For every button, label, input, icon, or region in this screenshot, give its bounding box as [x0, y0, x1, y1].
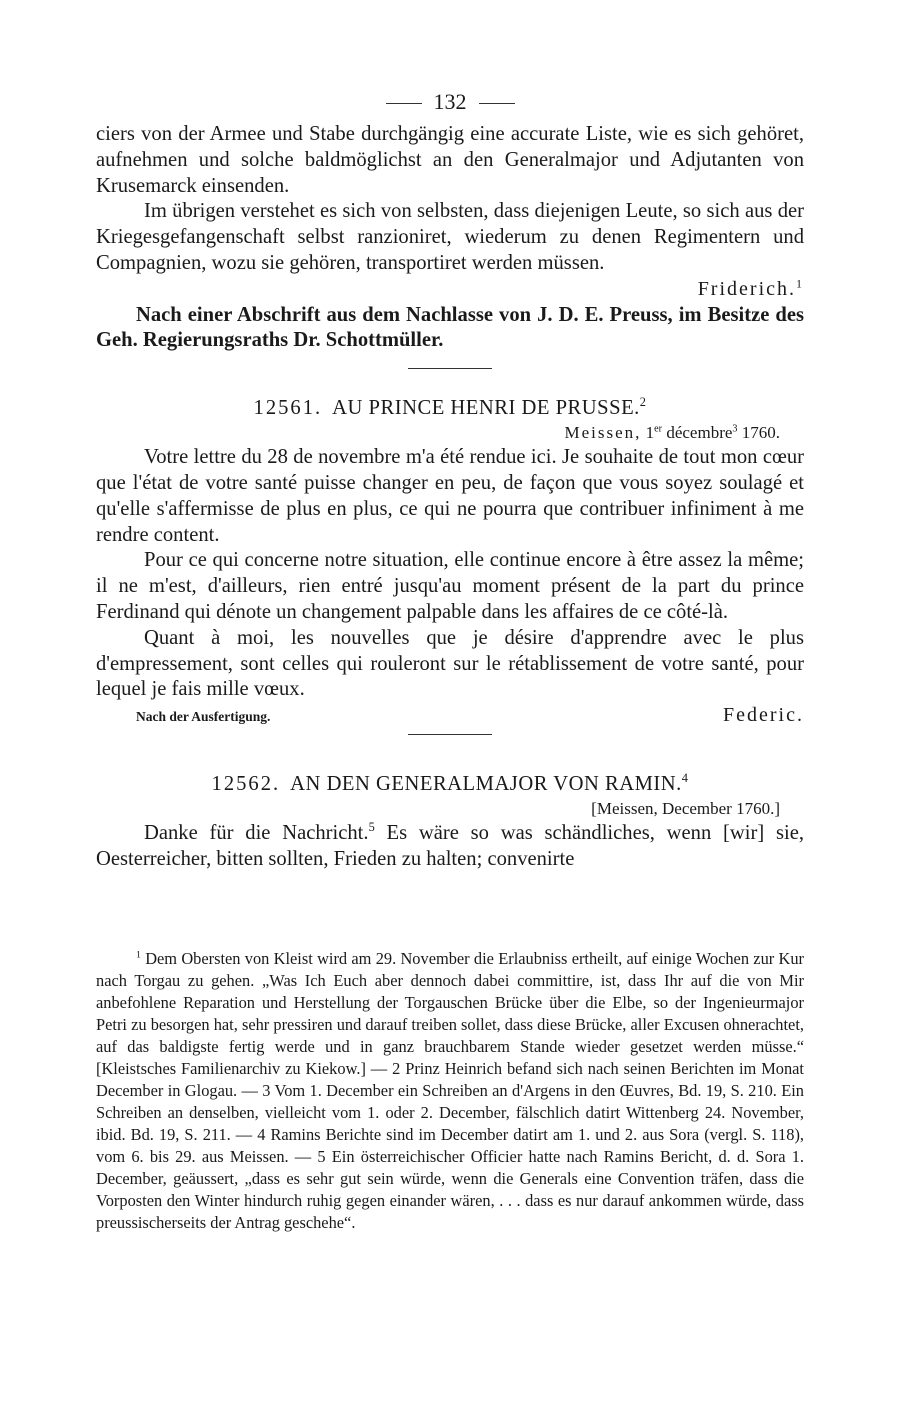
- paragraph: Danke für die Nachricht.$^5$ Es wäre so was schändliches, wenn [wir] sie, Oesterreicher, bitten sollten, Frieden zu halten; convenirte: [96, 820, 804, 870]
- letter-title: AN DEN GENERALMAJOR VON RAMIN.: [290, 772, 682, 795]
- footnote-ref: 2: [639, 395, 647, 410]
- header-rule-right: [479, 103, 515, 104]
- section-continued-letter: [96, 122, 804, 354]
- page-header: [96, 84, 804, 120]
- footnote-ref: 5: [368, 820, 375, 835]
- header-rule-left: [386, 103, 422, 104]
- letter-number: 12561.: [253, 397, 323, 420]
- signature-friderich: Friderich.$^1$: [697, 276, 804, 300]
- paragraph: Votre lettre du 28 de novembre m'a été rendue ici. Je souhaite de tout mon cœur que l'état de votre santé puisse changer en peu, de façon que vous soyez soulagé et qu'elle s'affermisse de plus en plus, ce qui ne pourra que contribuer infiniment à me rendre content.: [96, 446, 804, 546]
- page-body: [96, 84, 804, 873]
- source-note: Nach der Ausfertigung.: [136, 709, 271, 725]
- letter-title: AU PRINCE HENRI DE PRUSSE.: [332, 397, 640, 420]
- signature-row: [96, 703, 804, 730]
- footnote-ref: 1: [796, 276, 804, 291]
- letter-dateline: [Meissen, December 1760.]: [591, 798, 780, 818]
- source-note: Nach einer Abschrift aus dem Nachlasse von J. D. E. Preuss, im Besitze des Geh. Regierungsraths Dr. Schottmüller.: [96, 303, 804, 352]
- page-number: 132: [433, 89, 467, 114]
- letter-body-12561: [96, 445, 804, 730]
- letter-dateline: Meissen, 1er décembre$^3$ 1760.: [564, 423, 780, 443]
- paragraph: Quant à moi, les nouvelles que je désire d'apprendre avec le plus d'empressement, sont celles qui rouleront sur le rétablissement de votre santé, pour lequel je fais mille vœux.: [96, 626, 804, 701]
- signature-row: [96, 277, 804, 303]
- footnote-text: $^1$ Dem Obersten von Kleist wird am 29. November die Erlaubniss ertheilt, auf einige Wochen zur Kur nach Torgau zu gehen. „Was Ich Euch aber dennoch dabei committire, ist, dass Ihr auf die von Mir anbefohlene Reparation und Herstellung der Torgauschen Brücke über die Elbe, so der Ingenieurmajor Petri zu besorgen hat, sehr pressiren und darauf treiben sollet, dass diese Brücke, aller Excusen ohnerachtet, auf das baldigste fertig werde und in ganz brauchbarem Stande wieder gesetzet werden müsse.“ [Kleistsches Familienarchiv zu Kiekow.] — 2 Prinz Heinrich befand sich nach seinen Berichten im Monat December in Glogau. — 3 Vom 1. December ein Schreiben an d'Argens in den Œuvres, Bd. 19, S. 210. Ein Schreiben an denselben, vielleicht vom 1. oder 2. December, fälschlich datirt Wittenberg 24. November, ibid. Bd. 19, S. 211. — 4 Ramins Berichte sind im December datirt am 1. und 2. aus Sora (vergl. S. 118), vom 6. bis 29. aus Meissen. — 5 Ein österreichischer Officier hatte nach Ramins Bericht, d. d. Sora 1. December, geäussert, „dass es sehr gut sein würde, wenn die Generals eine Convention träfen, dass die Vorposten den Winter hindurch ruhig gegen einander wären, . . . dass es nur darauf ankommen würde, dass preussischerseits der Antrag geschehe“.: [96, 949, 804, 1232]
- letter-heading-12561: [96, 395, 804, 421]
- footnote-ref: 4: [681, 771, 689, 786]
- paragraph: ciers von der Armee und Stabe durchgängig eine accurate Liste, wie es sich gehöret, aufnehmen und solche baldmöglichst an den Generalmajor und Adjutanten von Krusemarck einsenden.: [96, 123, 804, 197]
- letter-number: 12562.: [211, 772, 281, 795]
- letter-body-12562: [96, 821, 804, 873]
- footnotes: [96, 948, 804, 1234]
- footnote-marker: 1: [136, 949, 141, 961]
- paragraph: Im übrigen verstehet es sich von selbsten, dass diejenigen Leute, so sich aus der Kriegesgefangenschaft selbst ranzioniret, wiederum zu denen Regimentern und Compagnien, wozu sie gehören, transportiret werden müssen.: [96, 200, 804, 274]
- paragraph: Pour ce qui concerne notre situation, elle continue encore à être assez la même; il ne m'est, d'ailleurs, rien entré jusqu'au moment présent de la part du prince Ferdinand qui dénote un changement palpable dans les affaires de ce côté-là.: [96, 549, 804, 623]
- signature-federic: Federic.: [723, 704, 804, 727]
- letter-heading-12562: [96, 771, 804, 797]
